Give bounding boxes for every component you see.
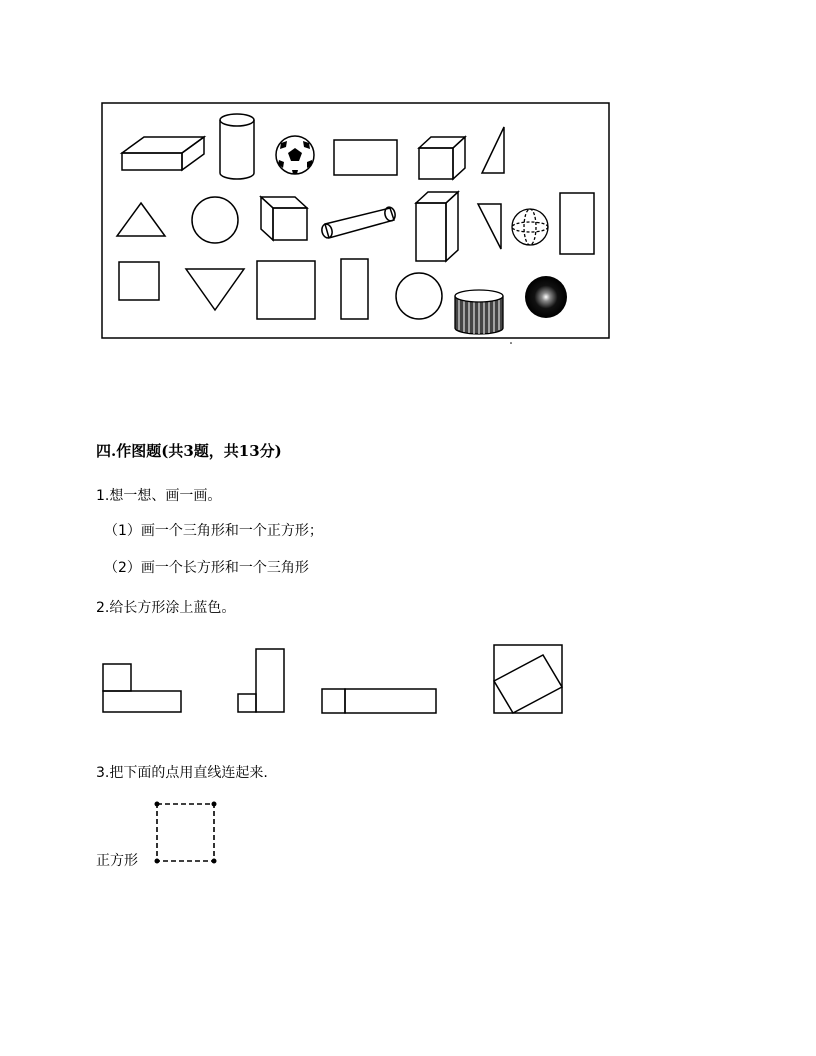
right-triangle-shape bbox=[482, 127, 504, 173]
question-1-sub-1: （1）画一个三角形和一个正方形； bbox=[104, 523, 323, 539]
triangle-shape bbox=[117, 203, 165, 236]
tall-rectangle-shape bbox=[560, 193, 594, 254]
large-square-shape bbox=[257, 261, 315, 319]
question-3-text: 3.把下面的点用直线连起来. bbox=[96, 765, 268, 781]
narrow-rectangle-shape bbox=[341, 259, 368, 319]
question-1-text: 1.想一想、画一画。 bbox=[96, 488, 222, 504]
cube-shape-2 bbox=[261, 197, 307, 240]
sphere-shape bbox=[512, 209, 548, 245]
narrow-triangle-shape bbox=[478, 204, 501, 249]
question-2-text: 2.给长方形涂上蓝色。 bbox=[96, 600, 236, 616]
cube-shape bbox=[419, 137, 465, 179]
soccer-ball-shape bbox=[276, 136, 314, 174]
square-label: 正方形 bbox=[96, 853, 138, 869]
question-1-sub-2: （2）画一个长方形和一个三角形 bbox=[104, 560, 309, 576]
circle-shape bbox=[192, 197, 238, 243]
long-rect-figure bbox=[322, 689, 436, 713]
lying-cylinder-shape bbox=[320, 206, 396, 239]
cylinder-shape bbox=[220, 114, 254, 179]
flat-cuboid-shape bbox=[122, 137, 204, 170]
l-shape-figure bbox=[103, 664, 181, 712]
dot-mark bbox=[510, 342, 512, 344]
circle-shape-2 bbox=[396, 273, 442, 319]
section-title: 四.作图题(共3题，共13分) bbox=[96, 442, 282, 460]
shapes-figure bbox=[0, 0, 816, 360]
inverted-triangle-shape bbox=[186, 269, 244, 310]
rotated-rect-figure bbox=[494, 645, 562, 713]
black-sphere-shape bbox=[525, 276, 567, 318]
question-2-figures bbox=[0, 640, 816, 740]
dotted-square-figure bbox=[0, 795, 816, 875]
tall-cuboid-shape bbox=[416, 192, 458, 261]
rectangle-shape bbox=[334, 140, 397, 175]
tall-rect-figure bbox=[238, 649, 284, 712]
square-shape bbox=[119, 262, 159, 300]
striped-cylinder-shape bbox=[455, 290, 503, 334]
